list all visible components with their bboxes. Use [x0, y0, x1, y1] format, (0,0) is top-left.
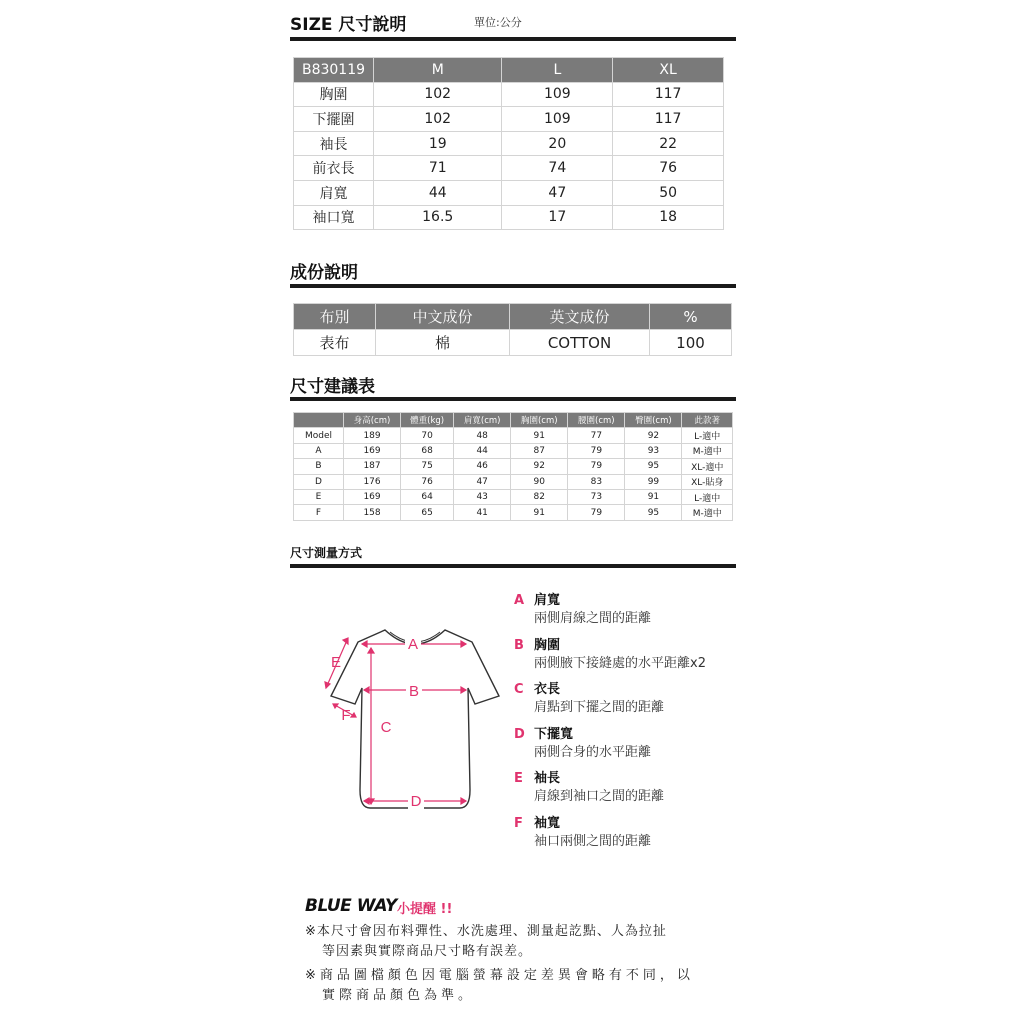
size-header-l: L: [502, 58, 613, 83]
size-cell: 117: [613, 107, 724, 132]
size-section-title: SIZE 尺寸說明: [290, 15, 407, 35]
notice-line-4: 實際商品顏色為準。: [322, 988, 476, 1003]
model-section-rule: [290, 397, 736, 401]
measure-e-arrow-bottom: [325, 682, 330, 688]
model-cell: 187: [344, 459, 401, 474]
size-table-header-row: [294, 58, 724, 83]
diagram-label-a: A: [407, 636, 419, 653]
model-table: [293, 412, 733, 521]
model-header-height: 身高(cm): [344, 413, 401, 428]
legend-desc: 肩點到下擺之間的距離: [534, 700, 665, 716]
size-row-label: 袖口寬: [294, 205, 374, 230]
fabric-section-header: [290, 258, 736, 283]
model-cell: L-適中: [682, 428, 733, 443]
size-row-label: 下擺圍: [294, 107, 374, 132]
table-row: [294, 505, 733, 520]
size-table: [293, 57, 724, 230]
table-row: [294, 459, 733, 474]
size-row-label: 袖長: [294, 131, 374, 156]
diagram-label-c: C: [380, 719, 392, 736]
model-cell: M-適中: [682, 505, 733, 520]
diagram-label-d: D: [410, 793, 422, 810]
list-item: [514, 637, 744, 682]
legend-name: 下擺寬: [534, 726, 574, 742]
model-cell: 79: [568, 459, 625, 474]
size-header-xl: XL: [613, 58, 724, 83]
model-cell: 92: [511, 459, 568, 474]
diagram-label-e: E: [330, 654, 342, 671]
model-header-weight: 體重(kg): [401, 413, 454, 428]
size-cell: 50: [613, 180, 724, 205]
model-cell: 46: [454, 459, 511, 474]
measure-f-arrow-left: [333, 704, 338, 708]
model-cell: XL-適中: [682, 459, 733, 474]
model-cell: 77: [568, 428, 625, 443]
size-cell: 102: [374, 107, 502, 132]
legend-letter: A: [514, 593, 525, 608]
size-cell: 102: [374, 82, 502, 107]
legend-desc: 兩側腋下接縫處的水平距離x2: [534, 655, 706, 671]
table-row: [294, 474, 733, 489]
legend-name: 袖寬: [534, 815, 561, 831]
brand-logo: BLUE WAY: [305, 896, 397, 916]
model-header-blank: [294, 413, 344, 428]
legend-name: 袖長: [534, 771, 561, 787]
model-cell: 70: [401, 428, 454, 443]
table-row: [294, 330, 732, 356]
size-cell: 17: [502, 205, 613, 230]
fabric-table-header-row: [294, 304, 732, 330]
model-cell: 79: [568, 505, 625, 520]
model-cell: 73: [568, 489, 625, 504]
notice-line-2: 等因素與實際商品尺寸略有誤差。: [322, 944, 533, 959]
model-header-fit: 此款著: [682, 413, 733, 428]
legend-letter: B: [514, 637, 524, 653]
model-section-header: [290, 372, 736, 397]
fabric-header-english: 英文成份: [510, 304, 650, 330]
fabric-cell: 100: [650, 330, 732, 356]
model-cell: 91: [625, 489, 682, 504]
notice-line-3: ※商品圖檔顏色因電腦螢幕設定差異會略有不同，以: [305, 968, 694, 983]
size-cell: 44: [374, 180, 502, 205]
model-cell: 48: [454, 428, 511, 443]
fabric-cell: 棉: [376, 330, 510, 356]
model-cell: 176: [344, 474, 401, 489]
size-row-label: 胸圍: [294, 82, 374, 107]
legend-letter: E: [514, 771, 523, 787]
list-item: [514, 592, 744, 637]
size-section-rule: [290, 37, 736, 41]
size-header-m: M: [374, 58, 502, 83]
measure-section-title: 尺寸測量方式: [290, 546, 363, 560]
model-cell: L-適中: [682, 489, 733, 504]
model-cell: 76: [401, 474, 454, 489]
model-cell: 44: [454, 443, 511, 458]
notice-tag: 小提醒 !!: [397, 902, 453, 917]
model-cell: 87: [511, 443, 568, 458]
model-row-label: F: [294, 505, 344, 520]
model-cell: 158: [344, 505, 401, 520]
table-row: [294, 131, 724, 156]
model-cell: 189: [344, 428, 401, 443]
size-cell: 20: [502, 131, 613, 156]
legend-name: 胸圍: [534, 637, 561, 653]
legend-letter: F: [514, 815, 523, 831]
model-cell: 91: [511, 428, 568, 443]
fabric-section-rule: [290, 284, 736, 288]
measure-section-header: [290, 542, 736, 561]
size-cell: 18: [613, 205, 724, 230]
fabric-header-chinese: 中文成份: [376, 304, 510, 330]
model-cell: 91: [511, 505, 568, 520]
legend-desc: 兩側肩線之間的距離: [534, 611, 652, 626]
model-cell: 68: [401, 443, 454, 458]
model-cell: 92: [625, 428, 682, 443]
model-cell: 169: [344, 489, 401, 504]
fabric-cell: 表布: [294, 330, 376, 356]
model-cell: 95: [625, 505, 682, 520]
table-row: [294, 443, 733, 458]
size-cell: 117: [613, 82, 724, 107]
legend-desc: 兩側合身的水平距離: [534, 744, 652, 760]
size-cell: 47: [502, 180, 613, 205]
table-row: [294, 107, 724, 132]
list-item: [514, 770, 744, 815]
fabric-section-title: 成份說明: [290, 263, 358, 283]
size-header-product-code: B830119: [294, 58, 374, 83]
model-section-title: 尺寸建議表: [290, 377, 375, 397]
list-item: [514, 815, 744, 860]
model-cell: 41: [454, 505, 511, 520]
model-table-header-row: [294, 413, 733, 428]
list-item: [514, 681, 744, 726]
model-cell: 79: [568, 443, 625, 458]
model-cell: 169: [344, 443, 401, 458]
legend-letter: C: [514, 682, 524, 698]
model-cell: 95: [625, 459, 682, 474]
model-row-label: E: [294, 489, 344, 504]
fabric-header-percent: %: [650, 304, 732, 330]
legend-name: 肩寬: [534, 593, 561, 608]
model-row-label: A: [294, 443, 344, 458]
model-header-waist: 腰圍(cm): [568, 413, 625, 428]
fabric-table: [293, 303, 732, 356]
table-row: [294, 82, 724, 107]
model-row-label: Model: [294, 428, 344, 443]
table-row: [294, 489, 733, 504]
size-cell: 19: [374, 131, 502, 156]
model-header-chest: 胸圍(cm): [511, 413, 568, 428]
size-row-label: 肩寬: [294, 180, 374, 205]
model-cell: 83: [568, 474, 625, 489]
model-cell: 93: [625, 443, 682, 458]
legend-name: 衣長: [534, 682, 561, 698]
legend-desc: 袖口兩側之間的距離: [534, 833, 652, 849]
model-row-label: D: [294, 474, 344, 489]
model-cell: 64: [401, 489, 454, 504]
fabric-cell: COTTON: [510, 330, 650, 356]
fabric-header-type: 布別: [294, 304, 376, 330]
size-cell: 109: [502, 82, 613, 107]
diagram-label-b: B: [408, 683, 420, 700]
model-cell: M-適中: [682, 443, 733, 458]
legend-letter: D: [514, 726, 525, 742]
size-cell: 74: [502, 156, 613, 181]
size-unit-label: 單位:公分: [474, 16, 522, 29]
size-section-header: [290, 10, 736, 35]
size-row-label: 前衣長: [294, 156, 374, 181]
model-cell: 99: [625, 474, 682, 489]
model-row-label: B: [294, 459, 344, 474]
list-item: [514, 726, 744, 771]
table-row: [294, 205, 724, 230]
size-cell: 22: [613, 131, 724, 156]
model-cell: 82: [511, 489, 568, 504]
size-cell: 109: [502, 107, 613, 132]
model-header-shoulder: 肩寬(cm): [454, 413, 511, 428]
legend-desc: 肩線到袖口之間的距離: [534, 789, 665, 805]
diagram-label-f: F: [341, 707, 351, 724]
measure-legend: [514, 592, 744, 860]
tshirt-diagram: [300, 580, 500, 840]
measure-section-rule: [290, 564, 736, 568]
model-cell: 75: [401, 459, 454, 474]
tshirt-outline: [331, 630, 499, 808]
table-row: [294, 156, 724, 181]
table-row: [294, 428, 733, 443]
table-row: [294, 180, 724, 205]
model-cell: XL-貼身: [682, 474, 733, 489]
model-cell: 47: [454, 474, 511, 489]
size-cell: 76: [613, 156, 724, 181]
size-cell: 16.5: [374, 205, 502, 230]
notice-line-1: ※本尺寸會因布料彈性、水洗處理、測量起訖點、人為拉扯: [305, 924, 667, 939]
model-cell: 90: [511, 474, 568, 489]
size-cell: 71: [374, 156, 502, 181]
model-cell: 65: [401, 505, 454, 520]
model-header-hip: 臀圍(cm): [625, 413, 682, 428]
model-cell: 43: [454, 489, 511, 504]
